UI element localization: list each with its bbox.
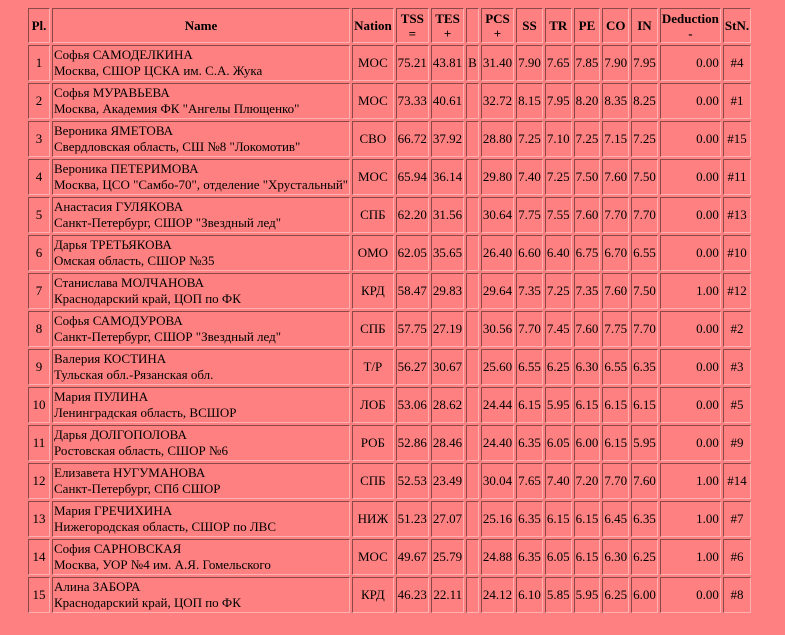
cell-flag [466, 425, 479, 461]
skater-name: Софья САМОДУРОВА [54, 313, 183, 328]
cell-place: 4 [28, 159, 50, 195]
cell-tes: 28.46 [431, 425, 464, 461]
cell-co: 6.30 [602, 539, 629, 575]
cell-in: 7.50 [631, 273, 658, 309]
cell-pcs: 24.44 [481, 387, 514, 423]
cell-nation: ЛОБ [352, 387, 394, 423]
skater-name: Дарья ДОЛГОПОЛОВА [54, 427, 187, 442]
cell-tr: 6.25 [545, 349, 572, 385]
skater-name: Вероника ПЕТЕРИМОВА [54, 161, 199, 176]
cell-place: 9 [28, 349, 50, 385]
header-deduction-sign: - [688, 25, 693, 41]
cell-ss: 6.55 [516, 349, 543, 385]
cell-flag [466, 159, 479, 195]
cell-pcs: 29.64 [481, 273, 514, 309]
cell-tss: 62.20 [396, 197, 429, 233]
cell-place: 10 [28, 387, 50, 423]
cell-tr: 6.15 [545, 501, 572, 537]
cell-ss: 6.35 [516, 539, 543, 575]
cell-in: 6.00 [631, 577, 658, 613]
cell-pe: 7.25 [574, 121, 601, 157]
cell-pcs: 24.88 [481, 539, 514, 575]
cell-co: 7.70 [602, 463, 629, 499]
cell-deduction: 1.00 [660, 463, 721, 499]
skater-name: Валерия КОСТИНА [54, 351, 167, 366]
cell-deduction: 0.00 [660, 311, 721, 347]
cell-tss: 58.47 [396, 273, 429, 309]
cell-starting-number: #13 [723, 197, 751, 233]
cell-pe: 7.60 [574, 197, 601, 233]
cell-deduction: 0.00 [660, 425, 721, 461]
cell-pcs: 30.64 [481, 197, 514, 233]
cell-pe: 7.35 [574, 273, 601, 309]
cell-nation: СПБ [352, 311, 394, 347]
cell-tss: 53.06 [396, 387, 429, 423]
header-flag [466, 8, 479, 43]
cell-pe: 7.60 [574, 311, 601, 347]
cell-tes: 29.83 [431, 273, 464, 309]
skater-club: Тульская обл.-Рязанская обл. [54, 367, 214, 382]
cell-flag [466, 501, 479, 537]
skater-club: Ростовская область, СШОР №6 [54, 443, 228, 458]
header-row [28, 8, 751, 43]
cell-deduction: 0.00 [660, 45, 721, 81]
cell-nation: МОС [352, 45, 394, 81]
cell-co: 6.25 [602, 577, 629, 613]
cell-nation: РОБ [352, 425, 394, 461]
cell-in: 7.50 [631, 159, 658, 195]
skater-name: Софья МУРАВЬЕВА [54, 85, 170, 100]
cell-deduction: 0.00 [660, 387, 721, 423]
cell-ss: 6.60 [516, 235, 543, 271]
header-co: CO [602, 8, 629, 43]
cell-flag [466, 235, 479, 271]
cell-pcs: 25.60 [481, 349, 514, 385]
table-row [28, 387, 751, 423]
skater-club: Свердловская область, СШ №8 "Локомотив" [54, 139, 301, 154]
cell-in: 6.35 [631, 501, 658, 537]
header-tss-label: TSS [400, 10, 424, 26]
cell-place: 11 [28, 425, 50, 461]
cell-nation: Т/Р [352, 349, 394, 385]
table-row [28, 349, 751, 385]
cell-tss: 46.23 [396, 577, 429, 613]
cell-starting-number: #12 [723, 273, 751, 309]
cell-co: 6.70 [602, 235, 629, 271]
header-tss-sign: = [408, 25, 416, 41]
cell-ss: 6.15 [516, 387, 543, 423]
cell-nation: МОС [352, 159, 394, 195]
cell-flag [466, 539, 479, 575]
cell-tr: 6.05 [545, 425, 572, 461]
cell-pcs: 26.40 [481, 235, 514, 271]
cell-starting-number: #3 [723, 349, 751, 385]
cell-co: 7.60 [602, 273, 629, 309]
cell-name [52, 387, 350, 423]
header-pcs-sign: + [493, 25, 502, 41]
cell-tss: 75.21 [396, 45, 429, 81]
header-tss [396, 8, 429, 43]
cell-pcs: 24.12 [481, 577, 514, 613]
cell-name [52, 425, 350, 461]
cell-pcs: 28.80 [481, 121, 514, 157]
cell-deduction: 0.00 [660, 83, 721, 119]
cell-pe: 6.30 [574, 349, 601, 385]
cell-place: 1 [28, 45, 50, 81]
cell-in: 7.25 [631, 121, 658, 157]
cell-nation: МОС [352, 83, 394, 119]
cell-nation: КРД [352, 273, 394, 309]
cell-pe: 7.50 [574, 159, 601, 195]
table-row [28, 83, 751, 119]
cell-pe: 6.00 [574, 425, 601, 461]
cell-co: 7.70 [602, 197, 629, 233]
header-pl: Pl. [28, 8, 50, 43]
cell-tes: 36.14 [431, 159, 464, 195]
cell-tr: 6.40 [545, 235, 572, 271]
cell-in: 7.70 [631, 311, 658, 347]
cell-pe: 6.15 [574, 539, 601, 575]
cell-deduction: 0.00 [660, 121, 721, 157]
skater-name: Мария ПУЛИНА [54, 389, 149, 404]
cell-tss: 57.75 [396, 311, 429, 347]
cell-tr: 7.95 [545, 83, 572, 119]
cell-place: 5 [28, 197, 50, 233]
cell-co: 6.15 [602, 425, 629, 461]
cell-tss: 65.94 [396, 159, 429, 195]
cell-in: 5.95 [631, 425, 658, 461]
cell-nation: СПБ [352, 197, 394, 233]
cell-nation: ОМО [352, 235, 394, 271]
cell-flag [466, 349, 479, 385]
cell-tss: 49.67 [396, 539, 429, 575]
cell-ss: 6.35 [516, 501, 543, 537]
cell-name [52, 273, 350, 309]
cell-name [52, 235, 350, 271]
cell-place: 8 [28, 311, 50, 347]
table-row [28, 273, 751, 309]
cell-tss: 56.27 [396, 349, 429, 385]
cell-name [52, 121, 350, 157]
cell-ss: 7.35 [516, 273, 543, 309]
cell-co: 6.45 [602, 501, 629, 537]
cell-co: 7.15 [602, 121, 629, 157]
cell-deduction: 0.00 [660, 235, 721, 271]
results-body [28, 45, 751, 613]
cell-place: 2 [28, 83, 50, 119]
cell-co: 7.90 [602, 45, 629, 81]
cell-tss: 73.33 [396, 83, 429, 119]
cell-pe: 5.95 [574, 577, 601, 613]
cell-tr: 7.45 [545, 311, 572, 347]
cell-tss: 52.86 [396, 425, 429, 461]
skater-name: Вероника ЯМЕТОВА [54, 123, 174, 138]
cell-starting-number: #2 [723, 311, 751, 347]
skater-name: Елизавета НУГУМАНОВА [54, 465, 206, 480]
cell-pcs: 24.40 [481, 425, 514, 461]
cell-ss: 7.75 [516, 197, 543, 233]
cell-tss: 51.23 [396, 501, 429, 537]
header-stn: StN. [723, 8, 751, 43]
cell-co: 6.55 [602, 349, 629, 385]
cell-ss: 6.35 [516, 425, 543, 461]
skater-club: Омская область, СШОР №35 [54, 253, 215, 268]
cell-tes: 25.79 [431, 539, 464, 575]
cell-deduction: 1.00 [660, 273, 721, 309]
cell-pe: 7.85 [574, 45, 601, 81]
cell-tes: 22.11 [431, 577, 464, 613]
table-row [28, 425, 751, 461]
cell-ss: 7.70 [516, 311, 543, 347]
cell-starting-number: #4 [723, 45, 751, 81]
cell-pcs: 30.04 [481, 463, 514, 499]
skater-club: Нижегородская область, СШОР по ЛВС [54, 519, 277, 534]
cell-pe: 6.15 [574, 387, 601, 423]
header-deduction [660, 8, 721, 43]
table-row [28, 577, 751, 613]
cell-deduction: 0.00 [660, 349, 721, 385]
table-row [28, 45, 751, 81]
cell-flag [466, 387, 479, 423]
cell-name [52, 45, 350, 81]
cell-flag [466, 197, 479, 233]
header-tes-sign: + [443, 25, 452, 41]
cell-name [52, 83, 350, 119]
cell-tss: 52.53 [396, 463, 429, 499]
cell-co: 7.60 [602, 159, 629, 195]
cell-in: 7.95 [631, 45, 658, 81]
skater-club: Москва, Академия ФК "Ангелы Плющенко" [54, 101, 300, 116]
cell-in: 7.60 [631, 463, 658, 499]
header-ss: SS [516, 8, 543, 43]
cell-co: 6.15 [602, 387, 629, 423]
cell-nation: КРД [352, 577, 394, 613]
skater-name: Дарья ТРЕТЬЯКОВА [54, 237, 172, 252]
cell-deduction: 1.00 [660, 501, 721, 537]
cell-tes: 35.65 [431, 235, 464, 271]
skater-name: София САРНОВСКАЯ [54, 541, 182, 556]
cell-nation: СПБ [352, 463, 394, 499]
cell-pe: 6.75 [574, 235, 601, 271]
cell-flag [466, 121, 479, 157]
header-nation: Nation [352, 8, 394, 43]
skater-club: Санкт-Петербург, СШОР "Звездный лед" [54, 329, 282, 344]
skater-club: Москва, ЦСО "Самбо-70", отделение "Хрустальный" [54, 177, 349, 192]
cell-in: 8.25 [631, 83, 658, 119]
cell-starting-number: #9 [723, 425, 751, 461]
cell-name [52, 577, 350, 613]
cell-starting-number: #10 [723, 235, 751, 271]
cell-ss: 6.10 [516, 577, 543, 613]
cell-starting-number: #1 [723, 83, 751, 119]
cell-ss: 8.15 [516, 83, 543, 119]
cell-flag [466, 577, 479, 613]
cell-tr: 6.05 [545, 539, 572, 575]
skater-name: Мария ГРЕЧИХИНА [54, 503, 173, 518]
cell-name [52, 311, 350, 347]
header-pe: PE [574, 8, 601, 43]
cell-ss: 7.25 [516, 121, 543, 157]
skater-club: Краснодарский край, ЦОП по ФК [54, 595, 241, 610]
header-pcs [481, 8, 514, 43]
cell-flag [466, 463, 479, 499]
skater-club: Ленинградская область, ВСШОР [54, 405, 237, 420]
cell-place: 15 [28, 577, 50, 613]
cell-tr: 5.95 [545, 387, 572, 423]
cell-nation: НИЖ [352, 501, 394, 537]
cell-flag [466, 311, 479, 347]
cell-name [52, 501, 350, 537]
cell-in: 6.15 [631, 387, 658, 423]
skater-club: Москва, СШОР ЦСКА им. С.А. Жука [54, 63, 263, 78]
cell-ss: 7.90 [516, 45, 543, 81]
cell-place: 3 [28, 121, 50, 157]
cell-pcs: 30.56 [481, 311, 514, 347]
cell-tes: 37.92 [431, 121, 464, 157]
cell-tr: 7.55 [545, 197, 572, 233]
table-row [28, 197, 751, 233]
cell-name [52, 539, 350, 575]
cell-tes: 27.07 [431, 501, 464, 537]
results-table [26, 6, 753, 615]
skater-name: Софья САМОДЕЛКИНА [54, 47, 193, 62]
cell-tes: 28.62 [431, 387, 464, 423]
cell-in: 6.35 [631, 349, 658, 385]
cell-tes: 23.49 [431, 463, 464, 499]
header-pcs-label: PCS [485, 10, 510, 26]
skater-name: Анастасия ГУЛЯКОВА [54, 199, 184, 214]
cell-tes: 30.67 [431, 349, 464, 385]
cell-tr: 7.25 [545, 273, 572, 309]
cell-pe: 7.20 [574, 463, 601, 499]
skater-club: Краснодарский край, ЦОП по ФК [54, 291, 241, 306]
cell-place: 14 [28, 539, 50, 575]
skater-club: Санкт-Петербург, СПб СШОР [54, 481, 221, 496]
cell-tr: 5.85 [545, 577, 572, 613]
cell-starting-number: #14 [723, 463, 751, 499]
skater-name: Алина ЗАБОРА [54, 579, 141, 594]
cell-pcs: 29.80 [481, 159, 514, 195]
skater-name: Станислава МОЛЧАНОВА [54, 275, 205, 290]
cell-ss: 7.65 [516, 463, 543, 499]
cell-pcs: 25.16 [481, 501, 514, 537]
cell-starting-number: #11 [723, 159, 751, 195]
header-tes-label: TES [435, 10, 460, 26]
cell-name [52, 159, 350, 195]
table-row [28, 311, 751, 347]
cell-starting-number: #15 [723, 121, 751, 157]
cell-tes: 27.19 [431, 311, 464, 347]
cell-starting-number: #7 [723, 501, 751, 537]
header-deduction-label: Deduction [661, 10, 719, 26]
cell-in: 6.25 [631, 539, 658, 575]
cell-place: 13 [28, 501, 50, 537]
cell-nation: МОС [352, 539, 394, 575]
cell-place: 6 [28, 235, 50, 271]
cell-name [52, 463, 350, 499]
header-tes [431, 8, 464, 43]
cell-tr: 7.10 [545, 121, 572, 157]
cell-place: 7 [28, 273, 50, 309]
cell-tr: 7.25 [545, 159, 572, 195]
cell-tes: 40.61 [431, 83, 464, 119]
cell-tr: 7.40 [545, 463, 572, 499]
cell-tes: 43.81 [431, 45, 464, 81]
cell-co: 8.35 [602, 83, 629, 119]
cell-tss: 62.05 [396, 235, 429, 271]
cell-deduction: 1.00 [660, 539, 721, 575]
table-row [28, 501, 751, 537]
cell-pcs: 32.72 [481, 83, 514, 119]
cell-in: 7.70 [631, 197, 658, 233]
cell-flag [466, 83, 479, 119]
header-name: Name [52, 8, 350, 43]
cell-in: 6.55 [631, 235, 658, 271]
table-row [28, 463, 751, 499]
cell-nation: СВО [352, 121, 394, 157]
cell-flag: B [466, 45, 479, 81]
cell-tes: 31.56 [431, 197, 464, 233]
cell-pe: 8.20 [574, 83, 601, 119]
cell-pcs: 31.40 [481, 45, 514, 81]
cell-place: 12 [28, 463, 50, 499]
table-row [28, 235, 751, 271]
table-row [28, 539, 751, 575]
cell-tss: 66.72 [396, 121, 429, 157]
table-row [28, 159, 751, 195]
cell-flag [466, 273, 479, 309]
cell-deduction: 0.00 [660, 159, 721, 195]
cell-starting-number: #8 [723, 577, 751, 613]
cell-deduction: 0.00 [660, 577, 721, 613]
cell-starting-number: #6 [723, 539, 751, 575]
cell-tr: 7.65 [545, 45, 572, 81]
cell-name [52, 197, 350, 233]
table-row [28, 121, 751, 157]
cell-pe: 6.15 [574, 501, 601, 537]
header-in: IN [631, 8, 658, 43]
skater-club: Москва, УОР №4 им. А.Я. Гомельского [54, 557, 271, 572]
cell-name [52, 349, 350, 385]
skater-club: Санкт-Петербург, СШОР "Звездный лед" [54, 215, 282, 230]
cell-ss: 7.40 [516, 159, 543, 195]
header-tr: TR [545, 8, 572, 43]
cell-deduction: 0.00 [660, 197, 721, 233]
cell-starting-number: #5 [723, 387, 751, 423]
cell-co: 7.75 [602, 311, 629, 347]
